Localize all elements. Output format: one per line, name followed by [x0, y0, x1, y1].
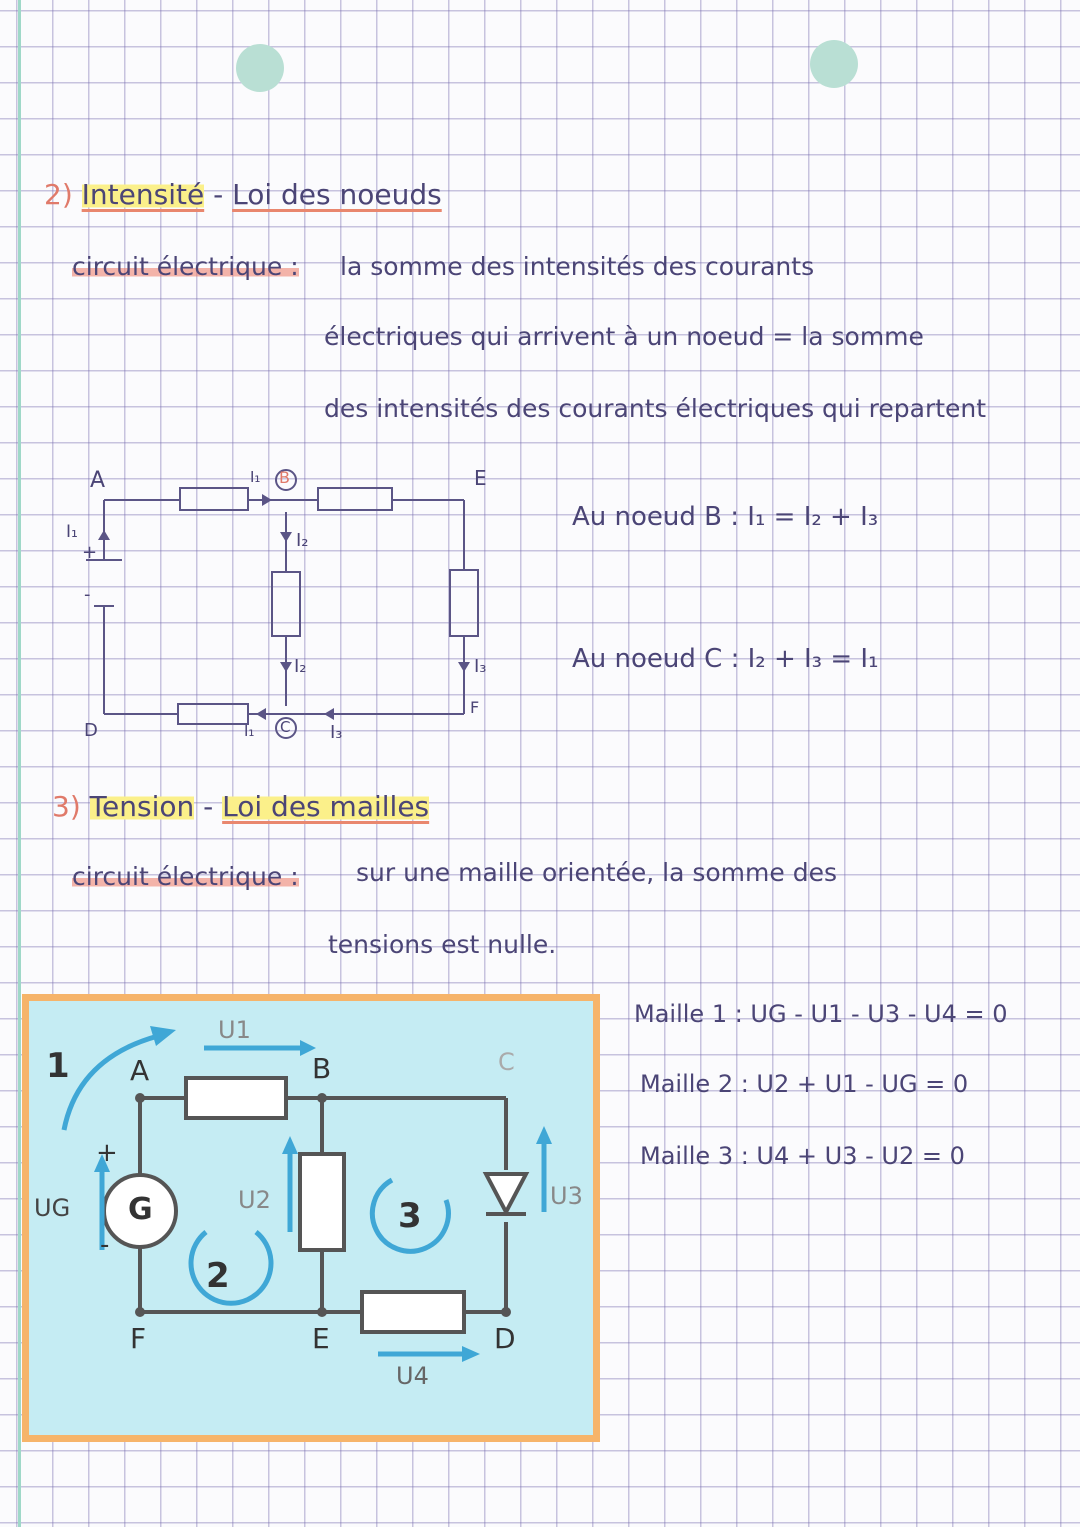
section2-label: circuit électrique :	[72, 252, 299, 281]
section3-number: 3)	[52, 790, 81, 823]
mesh-node-f: F	[130, 1322, 147, 1355]
circuit1-minus: -	[84, 584, 91, 605]
circuit1-node-c: C	[280, 718, 291, 736]
resistor-r1	[186, 1078, 286, 1118]
mesh-node-e: E	[312, 1322, 330, 1355]
section2-title-a: Intensité	[81, 178, 205, 211]
maille-1-equation: Maille 1 : UG - U1 - U3 - U4 = 0	[634, 1000, 1008, 1028]
u2-label: U2	[238, 1186, 271, 1214]
section2-title-b: Loi des noeuds	[232, 178, 442, 211]
led-icon	[486, 1174, 526, 1214]
resistor-r4	[362, 1292, 464, 1332]
circuit1-i2-top: I₂	[296, 530, 309, 551]
section3-line1: sur une maille orientée, la somme des	[356, 858, 837, 887]
section2-dash: -	[213, 178, 224, 211]
circuit1-node-d: D	[84, 720, 98, 741]
circuit1-i1-left: I₁	[66, 522, 78, 542]
resistor-r2	[300, 1154, 344, 1250]
section3-title-a: Tension	[89, 790, 195, 823]
generator-minus: -	[100, 1230, 110, 1260]
circuit1-i2-bottom: I₂	[294, 656, 307, 677]
ug-label: UG	[34, 1194, 71, 1222]
maille-2-equation: Maille 2 : U2 + U1 - UG = 0	[640, 1070, 969, 1098]
u3-label: U3	[550, 1182, 583, 1210]
circuit1-node-f: F	[470, 698, 480, 717]
section2-line3: des intensités des courants électriques qui repartent	[324, 394, 987, 423]
loop3-label: 3	[398, 1196, 422, 1236]
circuit1-i1-top: I₁	[250, 468, 261, 486]
mesh-node-d: D	[494, 1322, 516, 1355]
equation-node-b: Au noeud B : I₁ = I₂ + I₃	[572, 502, 879, 532]
circuit1-i1-bottom: I₁	[244, 722, 255, 740]
maille-3-equation: Maille 3 : U4 + U3 - U2 = 0	[640, 1142, 965, 1170]
loop2-arrow-icon	[191, 1232, 271, 1303]
circuit1-plus: +	[82, 542, 98, 563]
section2-line2: électriques qui arrivent à un noeud = la somme	[324, 322, 924, 351]
circuit1-i3-right: I₃	[474, 656, 487, 677]
section3-label: circuit électrique :	[72, 862, 299, 891]
u1-label: U1	[218, 1016, 251, 1044]
section3-line2: tensions est nulle.	[328, 930, 557, 959]
u4-label: U4	[396, 1362, 429, 1390]
section2-number: 2)	[44, 178, 73, 211]
mesh-node-c: C	[498, 1048, 515, 1076]
circuit1-node-e: E	[474, 466, 487, 490]
circuit1-node-a: A	[90, 468, 106, 493]
equation-node-c: Au noeud C : I₂ + I₃ = I₁	[572, 644, 879, 674]
generator-label: G	[128, 1192, 153, 1227]
section2-line1: la somme des intensités des courants	[340, 252, 815, 281]
mesh-node-b: B	[312, 1052, 332, 1085]
circuit1-i3-bottom: I₃	[330, 722, 343, 743]
loop2-label: 2	[206, 1256, 230, 1296]
generator-plus: +	[96, 1138, 118, 1168]
mesh-node-a: A	[130, 1054, 150, 1087]
loop1-label: 1	[46, 1046, 70, 1086]
section3-dash: -	[203, 790, 214, 823]
circuit1-node-b: B	[279, 468, 290, 487]
section3-title-b: Loi des mailles	[222, 790, 430, 823]
